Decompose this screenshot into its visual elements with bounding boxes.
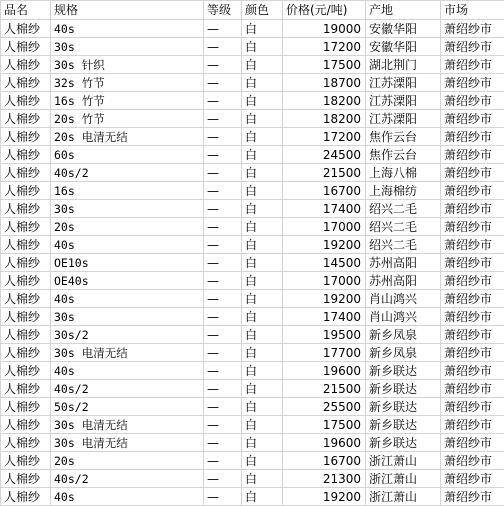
cell-market: 萧绍纱市 (441, 218, 504, 236)
cell-price: 16700 (283, 182, 366, 200)
cell-spec: 30s (51, 200, 204, 218)
cell-product-name: 人棉纱 (1, 434, 51, 452)
cell-price: 19200 (283, 488, 366, 506)
cell-market: 萧绍纱市 (441, 434, 504, 452)
cell-product-name: 人棉纱 (1, 308, 51, 326)
cell-price: 17400 (283, 200, 366, 218)
table-row (1, 56, 504, 74)
cell-grade: — (204, 56, 242, 74)
cell-origin: 江苏溧阳 (366, 110, 441, 128)
cell-origin: 上海八棉 (366, 164, 441, 182)
cell-market: 萧绍纱市 (441, 182, 504, 200)
table-row (1, 488, 504, 506)
cell-color: 白 (242, 254, 283, 272)
cell-market: 萧绍纱市 (441, 344, 504, 362)
cell-price: 18200 (283, 92, 366, 110)
cell-spec: 40s (51, 290, 204, 308)
cell-spec: 30s 电清无结 (51, 434, 204, 452)
cell-color: 白 (242, 398, 283, 416)
cell-price: 19600 (283, 362, 366, 380)
cell-grade: — (204, 326, 242, 344)
cell-color: 白 (242, 74, 283, 92)
cell-price: 21500 (283, 380, 366, 398)
cell-product-name: 人棉纱 (1, 164, 51, 182)
cell-grade: — (204, 398, 242, 416)
cell-color: 白 (242, 92, 283, 110)
cell-market: 萧绍纱市 (441, 362, 504, 380)
cell-grade: — (204, 38, 242, 56)
table-row (1, 200, 504, 218)
cell-product-name: 人棉纱 (1, 380, 51, 398)
cell-market: 萧绍纱市 (441, 452, 504, 470)
cell-grade: — (204, 236, 242, 254)
cell-color: 白 (242, 146, 283, 164)
cell-color: 白 (242, 38, 283, 56)
cell-color: 白 (242, 362, 283, 380)
table-row (1, 470, 504, 488)
table-row (1, 344, 504, 362)
table-row (1, 92, 504, 110)
cell-product-name: 人棉纱 (1, 182, 51, 200)
cell-spec: OE10s (51, 254, 204, 272)
cell-origin: 新乡联达 (366, 416, 441, 434)
header-color: 颜色 (242, 1, 283, 20)
cell-spec: 20s (51, 218, 204, 236)
cell-color: 白 (242, 326, 283, 344)
table-row (1, 74, 504, 92)
cell-origin: 绍兴二毛 (366, 218, 441, 236)
table-row (1, 146, 504, 164)
cell-color: 白 (242, 200, 283, 218)
cell-origin: 绍兴二毛 (366, 236, 441, 254)
cell-spec: 30s 针织 (51, 56, 204, 74)
cell-color: 白 (242, 308, 283, 326)
cell-product-name: 人棉纱 (1, 128, 51, 146)
cell-price: 24500 (283, 146, 366, 164)
table-row (1, 20, 504, 38)
cell-spec: 30s (51, 308, 204, 326)
table-row (1, 380, 504, 398)
cell-color: 白 (242, 128, 283, 146)
cell-color: 白 (242, 218, 283, 236)
cell-grade: — (204, 218, 242, 236)
cell-product-name: 人棉纱 (1, 56, 51, 74)
cell-price: 17400 (283, 308, 366, 326)
cell-grade: — (204, 416, 242, 434)
cell-origin: 新乡凤泉 (366, 326, 441, 344)
cell-spec: 32s 竹节 (51, 74, 204, 92)
cell-grade: — (204, 74, 242, 92)
cell-origin: 江苏溧阳 (366, 74, 441, 92)
cell-product-name: 人棉纱 (1, 236, 51, 254)
cell-product-name: 人棉纱 (1, 470, 51, 488)
cell-grade: — (204, 110, 242, 128)
header-product-name: 品名 (1, 1, 51, 20)
cell-spec: 40s/2 (51, 164, 204, 182)
cell-market: 萧绍纱市 (441, 146, 504, 164)
table-row (1, 398, 504, 416)
cell-origin: 新乡联达 (366, 398, 441, 416)
header-spec: 规格 (51, 1, 204, 20)
cell-spec: 16s 竹节 (51, 92, 204, 110)
cell-market: 萧绍纱市 (441, 74, 504, 92)
table-body (1, 1, 504, 506)
cell-spec: 40s (51, 488, 204, 506)
header-grade: 等级 (204, 1, 242, 20)
cell-spec: 60s (51, 146, 204, 164)
cell-origin: 苏州高阳 (366, 272, 441, 290)
cell-color: 白 (242, 380, 283, 398)
cell-grade: — (204, 470, 242, 488)
cell-grade: — (204, 164, 242, 182)
cell-price: 17200 (283, 38, 366, 56)
cell-grade: — (204, 272, 242, 290)
cell-price: 17700 (283, 344, 366, 362)
table-header-row (1, 1, 504, 20)
cell-color: 白 (242, 20, 283, 38)
cell-color: 白 (242, 236, 283, 254)
table-row (1, 272, 504, 290)
cell-product-name: 人棉纱 (1, 344, 51, 362)
cell-grade: — (204, 488, 242, 506)
cell-product-name: 人棉纱 (1, 38, 51, 56)
cell-price: 17200 (283, 128, 366, 146)
cell-color: 白 (242, 164, 283, 182)
cell-spec: 40s (51, 20, 204, 38)
cell-grade: — (204, 182, 242, 200)
cell-spec: 30s 电清无结 (51, 416, 204, 434)
cell-spec: 40s/2 (51, 380, 204, 398)
cell-color: 白 (242, 290, 283, 308)
cell-product-name: 人棉纱 (1, 290, 51, 308)
cell-market: 萧绍纱市 (441, 20, 504, 38)
cell-price: 17500 (283, 56, 366, 74)
cell-product-name: 人棉纱 (1, 362, 51, 380)
cell-price: 19600 (283, 434, 366, 452)
cell-market: 萧绍纱市 (441, 488, 504, 506)
header-market: 市场 (441, 1, 504, 20)
cell-spec: 16s (51, 182, 204, 200)
cell-color: 白 (242, 416, 283, 434)
cell-spec: 20s (51, 452, 204, 470)
cell-price: 17000 (283, 218, 366, 236)
cell-price: 17000 (283, 272, 366, 290)
cell-grade: — (204, 254, 242, 272)
cell-origin: 新乡凤泉 (366, 344, 441, 362)
cell-color: 白 (242, 344, 283, 362)
cell-price: 19200 (283, 236, 366, 254)
cell-market: 萧绍纱市 (441, 164, 504, 182)
cell-color: 白 (242, 182, 283, 200)
table-row (1, 326, 504, 344)
cell-market: 萧绍纱市 (441, 398, 504, 416)
cell-origin: 肖山鸿兴 (366, 290, 441, 308)
cell-spec: 40s (51, 236, 204, 254)
cell-origin: 浙江萧山 (366, 470, 441, 488)
cell-spec: 20s 竹节 (51, 110, 204, 128)
cell-origin: 安徽华阳 (366, 20, 441, 38)
cell-market: 萧绍纱市 (441, 200, 504, 218)
cell-product-name: 人棉纱 (1, 416, 51, 434)
table-row (1, 416, 504, 434)
cell-color: 白 (242, 56, 283, 74)
cell-grade: — (204, 362, 242, 380)
cell-origin: 绍兴二毛 (366, 200, 441, 218)
table-row (1, 452, 504, 470)
cell-grade: — (204, 200, 242, 218)
cell-spec: 20s 电清无结 (51, 128, 204, 146)
cell-price: 14500 (283, 254, 366, 272)
cell-color: 白 (242, 434, 283, 452)
cell-price: 18700 (283, 74, 366, 92)
cell-price: 17500 (283, 416, 366, 434)
cell-market: 萧绍纱市 (441, 380, 504, 398)
table-row (1, 218, 504, 236)
table-row (1, 308, 504, 326)
cell-spec: 30s (51, 38, 204, 56)
table-row (1, 38, 504, 56)
cell-grade: — (204, 434, 242, 452)
cell-market: 萧绍纱市 (441, 326, 504, 344)
cell-product-name: 人棉纱 (1, 200, 51, 218)
table-row (1, 110, 504, 128)
cell-origin: 浙江萧山 (366, 452, 441, 470)
cell-market: 萧绍纱市 (441, 254, 504, 272)
cell-grade: — (204, 92, 242, 110)
cell-market: 萧绍纱市 (441, 92, 504, 110)
table-row (1, 290, 504, 308)
cell-spec: 40s/2 (51, 470, 204, 488)
table-row (1, 434, 504, 452)
cell-price: 19000 (283, 20, 366, 38)
cell-grade: — (204, 128, 242, 146)
cell-product-name: 人棉纱 (1, 218, 51, 236)
cell-spec: 30s 电清无结 (51, 344, 204, 362)
cell-market: 萧绍纱市 (441, 290, 504, 308)
cell-origin: 湖北荆门 (366, 56, 441, 74)
table-row (1, 164, 504, 182)
header-price: 价格(元/吨) (283, 1, 366, 20)
cell-market: 萧绍纱市 (441, 128, 504, 146)
cell-grade: — (204, 20, 242, 38)
cell-market: 萧绍纱市 (441, 38, 504, 56)
table-row (1, 236, 504, 254)
cell-product-name: 人棉纱 (1, 488, 51, 506)
cell-price: 19200 (283, 290, 366, 308)
cell-product-name: 人棉纱 (1, 92, 51, 110)
cell-color: 白 (242, 470, 283, 488)
cell-market: 萧绍纱市 (441, 470, 504, 488)
cell-product-name: 人棉纱 (1, 452, 51, 470)
cell-color: 白 (242, 272, 283, 290)
cell-spec: 40s (51, 362, 204, 380)
cell-origin: 肖山鸿兴 (366, 308, 441, 326)
table-row (1, 128, 504, 146)
cell-market: 萧绍纱市 (441, 272, 504, 290)
cell-origin: 江苏溧阳 (366, 92, 441, 110)
cell-price: 21500 (283, 164, 366, 182)
cell-origin: 浙江萧山 (366, 488, 441, 506)
cell-price: 19500 (283, 326, 366, 344)
table-row (1, 254, 504, 272)
cell-spec: OE40s (51, 272, 204, 290)
cell-product-name: 人棉纱 (1, 110, 51, 128)
cell-origin: 安徽华阳 (366, 38, 441, 56)
cell-market: 萧绍纱市 (441, 416, 504, 434)
cell-grade: — (204, 452, 242, 470)
cell-origin: 苏州高阳 (366, 254, 441, 272)
cell-origin: 上海棉纺 (366, 182, 441, 200)
cell-market: 萧绍纱市 (441, 56, 504, 74)
cell-origin: 焦作云台 (366, 146, 441, 164)
cell-product-name: 人棉纱 (1, 146, 51, 164)
cell-grade: — (204, 380, 242, 398)
cell-color: 白 (242, 452, 283, 470)
cell-price: 25500 (283, 398, 366, 416)
cell-market: 萧绍纱市 (441, 308, 504, 326)
cell-spec: 30s/2 (51, 326, 204, 344)
cell-grade: — (204, 146, 242, 164)
cell-market: 萧绍纱市 (441, 110, 504, 128)
table-row (1, 182, 504, 200)
cell-product-name: 人棉纱 (1, 74, 51, 92)
cell-product-name: 人棉纱 (1, 272, 51, 290)
cell-price: 16700 (283, 452, 366, 470)
cell-color: 白 (242, 488, 283, 506)
cell-origin: 新乡联达 (366, 380, 441, 398)
cell-product-name: 人棉纱 (1, 254, 51, 272)
header-origin: 产地 (366, 1, 441, 20)
cell-product-name: 人棉纱 (1, 20, 51, 38)
cell-origin: 焦作云台 (366, 128, 441, 146)
table-row (1, 362, 504, 380)
cell-grade: — (204, 290, 242, 308)
cell-grade: — (204, 344, 242, 362)
cell-product-name: 人棉纱 (1, 326, 51, 344)
cell-product-name: 人棉纱 (1, 398, 51, 416)
cell-spec: 50s/2 (51, 398, 204, 416)
cell-market: 萧绍纱市 (441, 236, 504, 254)
cell-price: 21300 (283, 470, 366, 488)
cell-grade: — (204, 308, 242, 326)
cell-color: 白 (242, 110, 283, 128)
cell-origin: 新乡联达 (366, 362, 441, 380)
cell-price: 18200 (283, 110, 366, 128)
cell-origin: 新乡联达 (366, 434, 441, 452)
